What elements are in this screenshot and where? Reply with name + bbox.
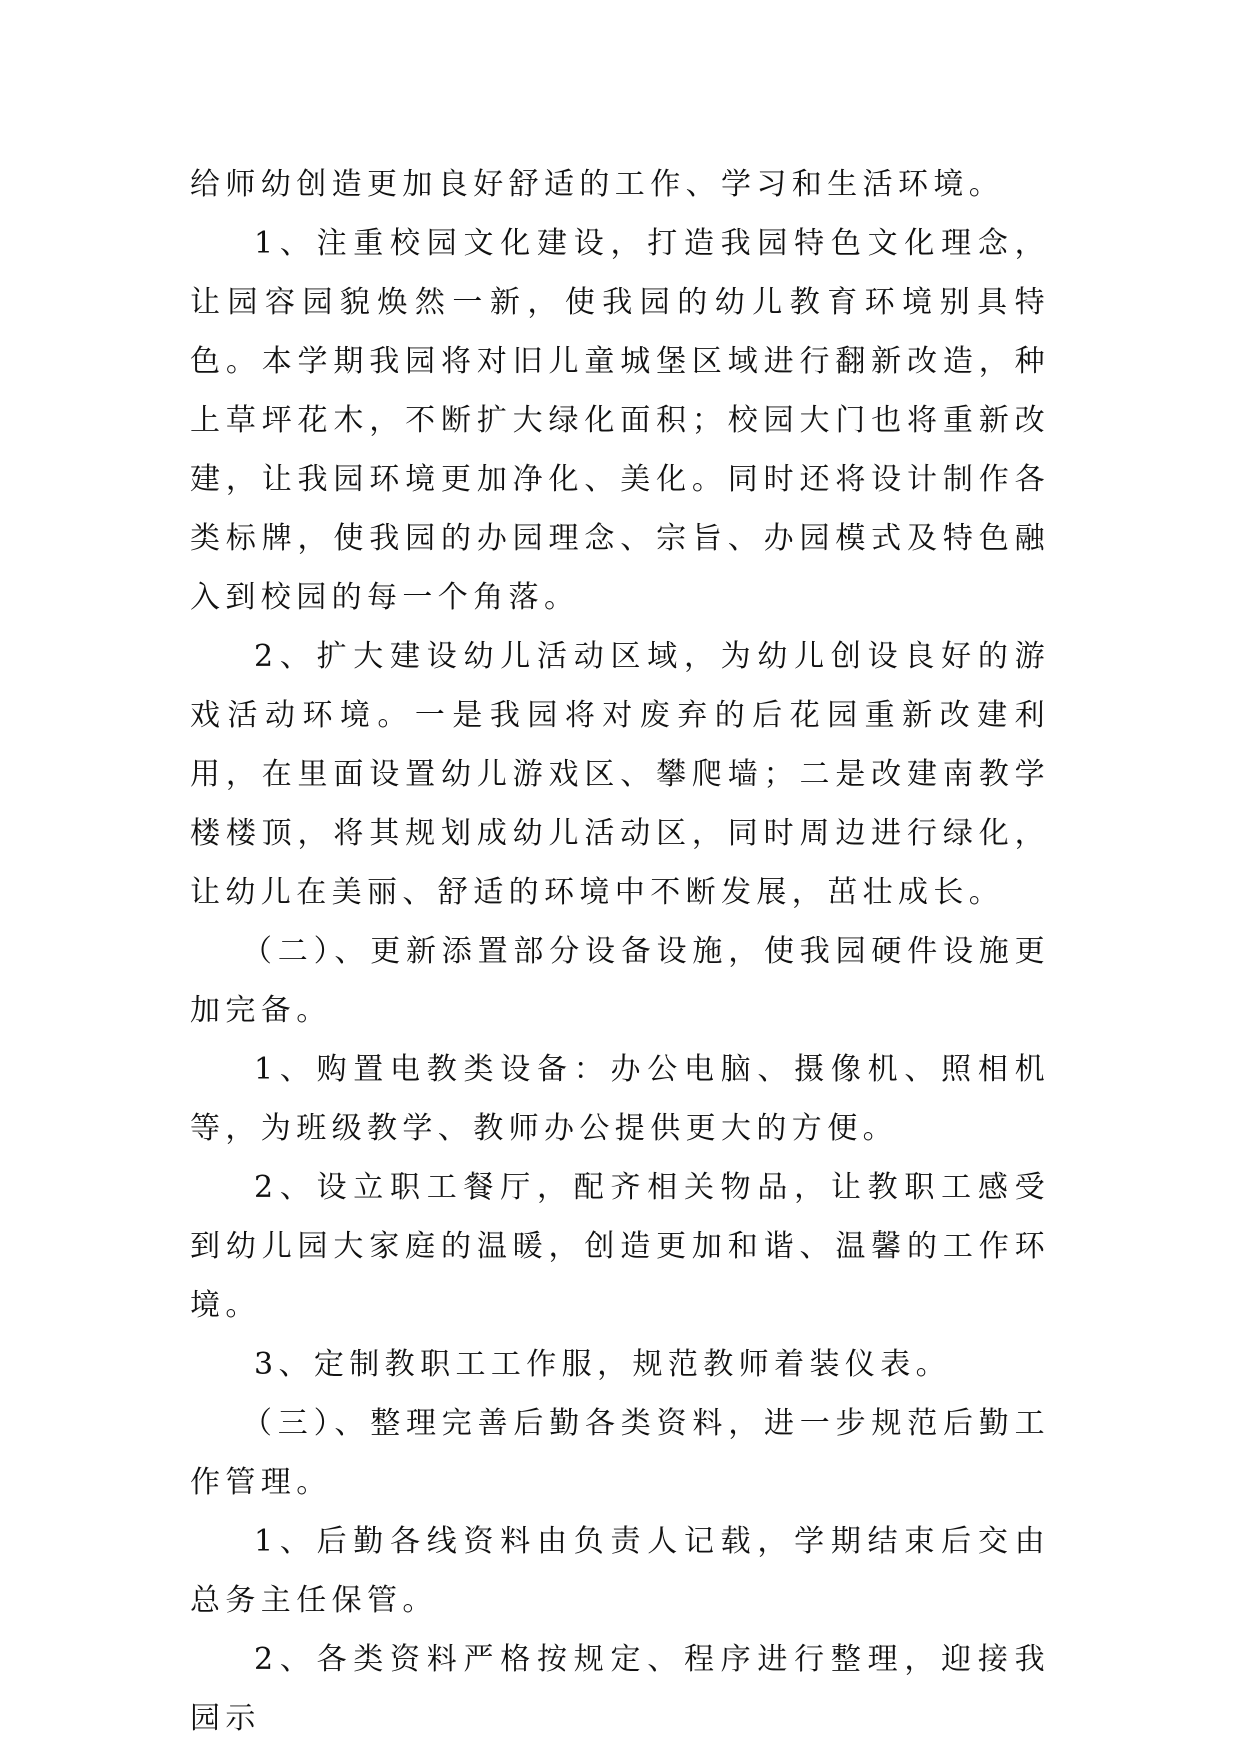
paragraph-uniforms: 3、定制教职工工作服，规范教师着装仪表。: [254, 1347, 952, 1382]
paragraph-campus-culture: 1、注重校园文化建设，打造我园特色文化理念，让园容园貌焕然一新，使我园的幼儿教育环境别具特色。本学期我园将对旧儿童城堡区域进行翻新改造，种上草坪花木，不断扩大绿化面积；校园大门也将重新改建，让我园环境更加净化、美化。同时还将设计制作各类标牌，使我园的办园理念、宗旨、办园模式及特色融入到校园的每一个角落。: [190, 226, 1050, 615]
section-heading-equipment: （二）、更新添置部分设备设施，使我园硬件设施更加完备。: [190, 934, 1050, 1028]
paragraph-activity-area: 2、扩大建设幼儿活动区域，为幼儿创设良好的游戏活动环境。一是我园将对废弃的后花园重新改建利用，在里面设置幼儿游戏区、攀爬墙；二是改建南教学楼楼顶，将其规划成幼儿活动区，同时周边进行绿化，让幼儿在美丽、舒适的环境中不断发展，茁壮成长。: [190, 639, 1050, 910]
paragraph-av-equipment: 1、购置电教类设备：办公电脑、摄像机、照相机等，为班级教学、教师办公提供更大的方便。: [190, 1052, 1050, 1146]
paragraph-staff-canteen: 2、设立职工餐厅，配齐相关物品，让教职工感受到幼儿园大家庭的温暖，创造更加和谐、温馨的工作环境。: [190, 1170, 1050, 1323]
paragraph-records-organizing: 2、各类资料严格按规定、程序进行整理，迎接我园示: [190, 1642, 1050, 1736]
section-heading-records: （三）、整理完善后勤各类资料，进一步规范后勤工作管理。: [190, 1406, 1050, 1500]
document-body: [190, 155, 1050, 1748]
paragraph-continuation: 给师幼创造更加良好舒适的工作、学习和生活环境。: [190, 167, 1005, 202]
paragraph-records-keeping: 1、后勤各线资料由负责人记载，学期结束后交由总务主任保管。: [190, 1524, 1050, 1618]
